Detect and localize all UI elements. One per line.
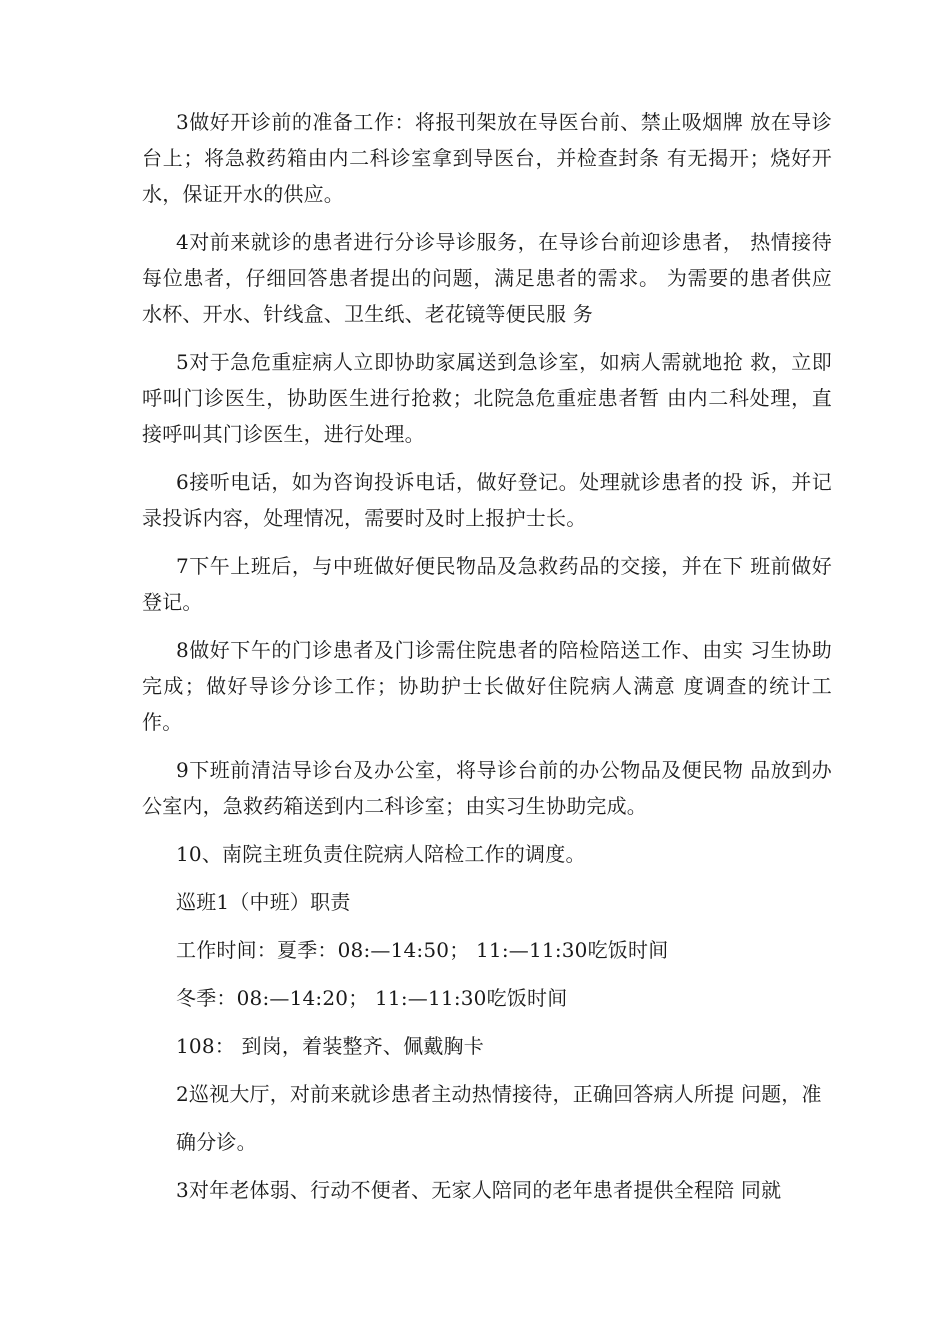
duty-item-3-elderly-escort: 3对年老体弱、行动不便者、无家人陪同的老年患者提供全程陪 同就 <box>176 1178 782 1202</box>
duty-item-1-arrival: 108： 到岗，着装整齐、佩戴胸卡 <box>176 1034 484 1058</box>
paragraph-item-10-dispatch: 10、南院主班负责住院病人陪检工作的调度。 <box>176 842 586 866</box>
duty-item-2-continued: 确分诊。 <box>176 1130 257 1154</box>
work-hours-summer: 工作时间：夏季：08:—14:50； 11:—11:30吃饭时间 <box>176 938 669 962</box>
work-hours-winter: 冬季：08:—14:20； 11:—11:30吃饭时间 <box>176 986 568 1010</box>
paragraph-item-9-cleanup: 9下班前清洁导诊台及办公室，将导诊台前的办公物品及便民物 品放到办公室内，急救药箱送到内二科诊室；由实习生协助完成。 <box>142 758 832 818</box>
paragraph-item-4-triage-service: 4对前来就诊的患者进行分诊导诊服务，在导诊台前迎诊患者， 热情接待每位患者，仔细回答患者提出的问题，满足患者的需求。 为需要的患者供应水杯、开水、针线盒、卫生纸、老花镜等便民服 务 <box>142 230 832 326</box>
paragraph-item-5-emergency: 5对于急危重症病人立即协助家属送到急诊室，如病人需就地抢 救，立即呼叫门诊医生，协助医生进行抢救；北院急危重症患者暂 由内二科处理，直接呼叫其门诊医生，进行处理。 <box>142 350 832 446</box>
document-body <box>142 104 832 1208</box>
paragraph-item-3-preparation: 3做好开诊前的准备工作：将报刊架放在导医台前、禁止吸烟牌 放在导诊台上；将急救药箱由内二科诊室拿到导医台，并检查封条 有无揭开；烧好开水，保证开水的供应。 <box>142 110 832 206</box>
duty-item-2-patrol: 2巡视大厅，对前来就诊患者主动热情接待，正确回答病人所提 问题，准 <box>176 1082 822 1106</box>
paragraph-item-7-handover: 7下午上班后，与中班做好便民物品及急救药品的交接，并在下 班前做好登记。 <box>142 554 832 614</box>
paragraph-item-8-escort: 8做好下午的门诊患者及门诊需住院患者的陪检陪送工作、由实 习生协助完成；做好导诊分诊工作；协助护士长做好住院病人满意 度调查的统计工作。 <box>142 638 832 734</box>
paragraph-item-6-phone: 6接听电话，如为咨询投诉电话，做好登记。处理就诊患者的投 诉，并记录投诉内容，处理情况，需要时及时上报护士长。 <box>142 470 832 530</box>
section-heading: 巡班1（中班）职责 <box>176 890 351 914</box>
